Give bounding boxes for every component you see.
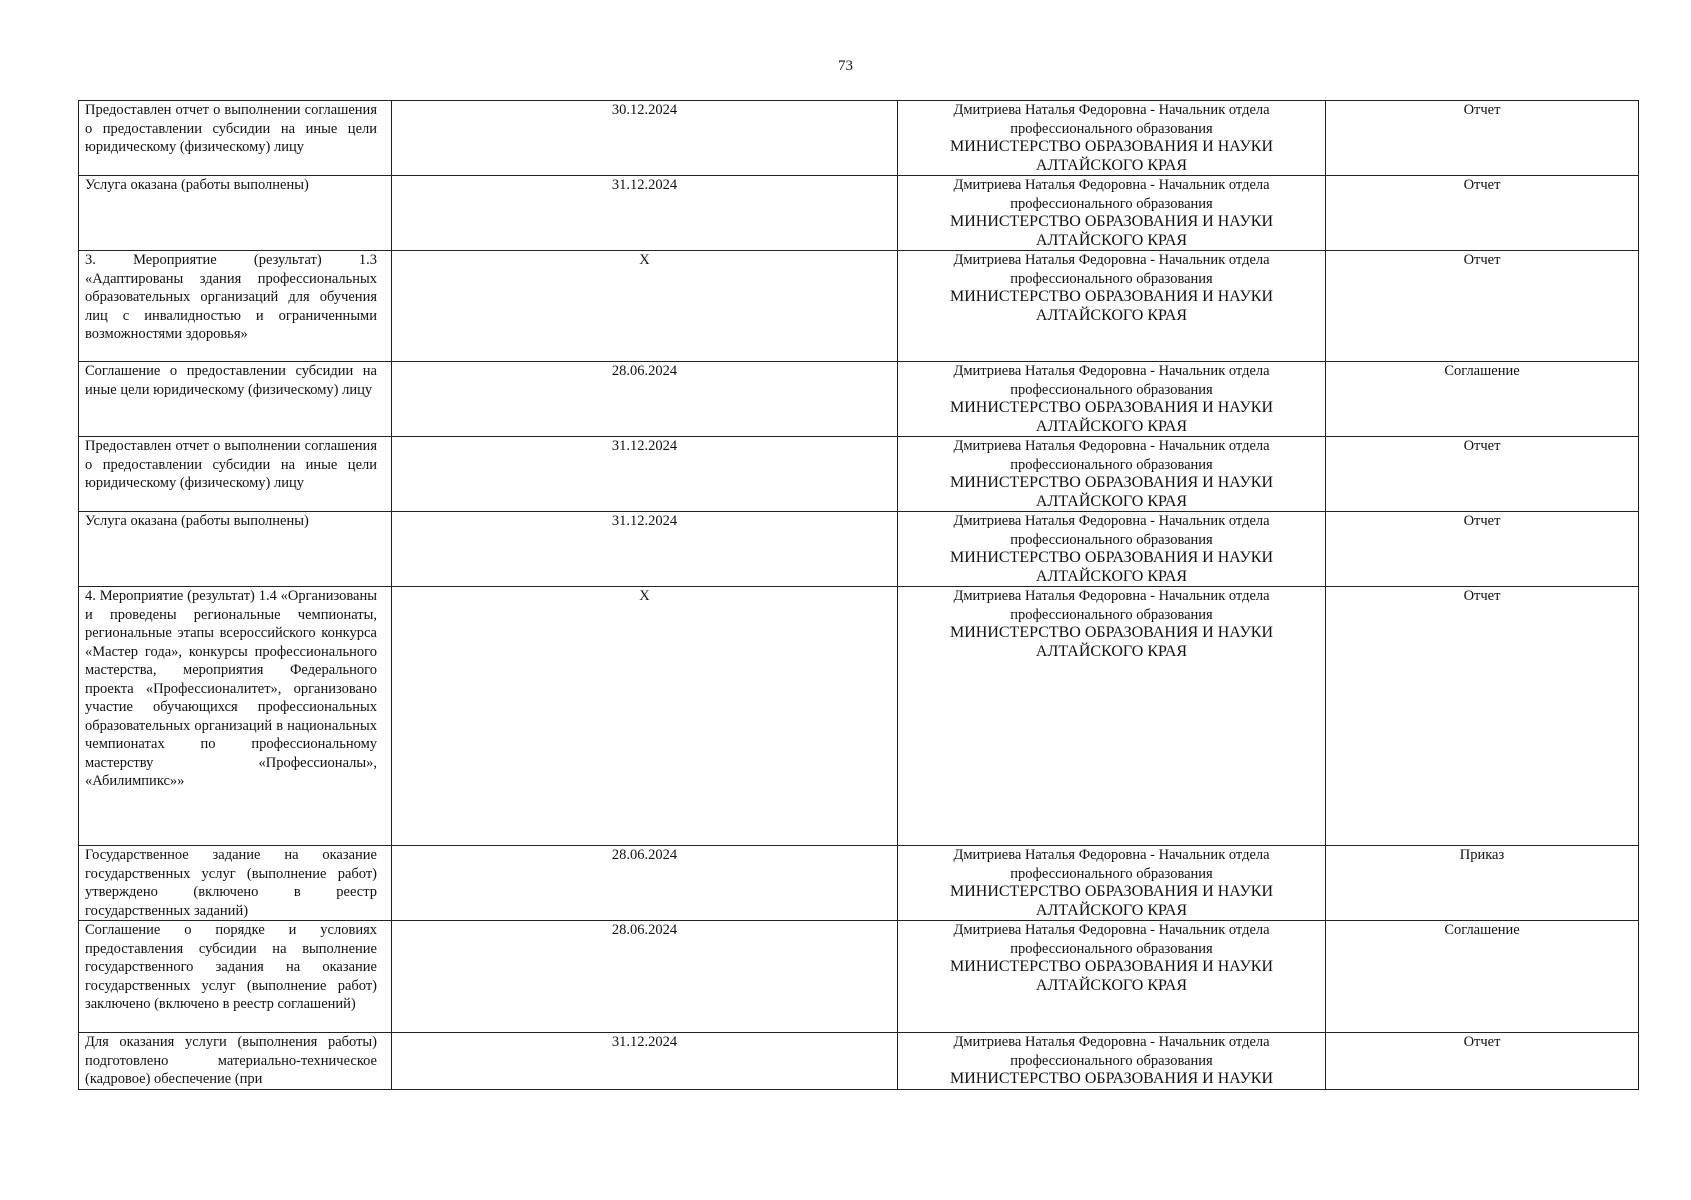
responsible-person xyxy=(898,512,1326,587)
table-row xyxy=(79,362,1639,437)
responsible-organization: МИНИСТЕРСТВО ОБРАЗОВАНИЯ И НАУКИ АЛТАЙСКОГО КРАЯ xyxy=(949,958,1273,994)
responsible-organization: МИНИСТЕРСТВО ОБРАЗОВАНИЯ И НАУКИ АЛТАЙСКОГО КРАЯ xyxy=(949,138,1273,174)
table-row xyxy=(79,176,1639,251)
due-date: X xyxy=(392,251,898,362)
activity-description: Услуга оказана (работы выполнены) xyxy=(79,512,392,587)
table-row xyxy=(79,251,1639,362)
responsible-name: Дмитриева Наталья Федоровна - Начальник отдела xyxy=(953,363,1270,379)
responsible-organization: МИНИСТЕРСТВО ОБРАЗОВАНИЯ И НАУКИ АЛТАЙСКОГО КРАЯ xyxy=(949,624,1273,660)
responsible-department: профессионального образования xyxy=(1010,195,1213,212)
responsible-person xyxy=(898,251,1326,362)
document-type: Приказ xyxy=(1326,846,1639,921)
responsible-department: профессионального образования xyxy=(1010,865,1213,882)
responsible-name: Дмитриева Наталья Федоровна - Начальник отдела xyxy=(953,252,1270,268)
due-date: 31.12.2024 xyxy=(392,437,898,512)
table-row xyxy=(79,921,1639,1033)
table-row xyxy=(79,1033,1639,1090)
responsible-name: Дмитриева Наталья Федоровна - Начальник отдела xyxy=(953,847,1270,863)
responsible-department: профессионального образования xyxy=(1010,940,1213,957)
activity-description: Государственное задание на оказание государственных услуг (выполнение работ) утверждено (включено в реестр государственных заданий) xyxy=(79,846,392,921)
due-date: X xyxy=(392,587,898,846)
responsible-organization: МИНИСТЕРСТВО ОБРАЗОВАНИЯ И НАУКИ АЛТАЙСКОГО КРАЯ xyxy=(949,399,1273,435)
activity-description: Соглашение о порядке и условиях предоставления субсидии на выполнение государственного задания на оказание государственных услуг (выполнение работ) заключено (включено в реестр соглашений) xyxy=(79,921,392,1033)
document-type: Соглашение xyxy=(1326,921,1639,1033)
table-row xyxy=(79,846,1639,921)
responsible-person xyxy=(898,101,1326,176)
activity-description: Для оказания услуги (выполнения работы) подготовлено материально-техническое (кадровое) обеспечение (при xyxy=(79,1033,392,1090)
responsible-person xyxy=(898,176,1326,251)
responsible-department: профессионального образования xyxy=(1010,1052,1213,1069)
activities-table xyxy=(78,100,1639,1090)
table-row xyxy=(79,437,1639,512)
responsible-organization: МИНИСТЕРСТВО ОБРАЗОВАНИЯ И НАУКИ АЛТАЙСКОГО КРАЯ xyxy=(949,288,1273,324)
responsible-organization: МИНИСТЕРСТВО ОБРАЗОВАНИЯ И НАУКИ АЛТАЙСКОГО КРАЯ xyxy=(949,883,1273,919)
responsible-name: Дмитриева Наталья Федоровна - Начальник отдела xyxy=(953,102,1270,118)
document-type: Соглашение xyxy=(1326,362,1639,437)
table-row xyxy=(79,101,1639,176)
document-type: Отчет xyxy=(1326,587,1639,846)
responsible-person xyxy=(898,1033,1326,1090)
responsible-department: профессионального образования xyxy=(1010,120,1213,137)
document-type: Отчет xyxy=(1326,1033,1639,1090)
due-date: 31.12.2024 xyxy=(392,1033,898,1090)
responsible-person xyxy=(898,846,1326,921)
document-type: Отчет xyxy=(1326,512,1639,587)
responsible-department: профессионального образования xyxy=(1010,381,1213,398)
due-date: 31.12.2024 xyxy=(392,176,898,251)
responsible-name: Дмитриева Наталья Федоровна - Начальник отдела xyxy=(953,588,1270,604)
table-row xyxy=(79,512,1639,587)
responsible-person xyxy=(898,437,1326,512)
responsible-person xyxy=(898,362,1326,437)
responsible-person xyxy=(898,921,1326,1033)
document-type: Отчет xyxy=(1326,251,1639,362)
activity-description: 4. Мероприятие (результат) 1.4 «Организованы и проведены региональные чемпионаты, региональные этапы всероссийского конкурса «Мастер года», конкурсы профессионального мастерства, мероприятия Федерального проекта «Профессионалитет», организовано участие обучающихся профессиональных образовательных организаций в национальных чемпионатах по профессиональному мастерству «Профессионалы», «Абилимпикс»» xyxy=(79,587,392,846)
responsible-person xyxy=(898,587,1326,846)
responsible-department: профессионального образования xyxy=(1010,456,1213,473)
document-type: Отчет xyxy=(1326,437,1639,512)
due-date: 31.12.2024 xyxy=(392,512,898,587)
responsible-name: Дмитриева Наталья Федоровна - Начальник отдела xyxy=(953,177,1270,193)
responsible-name: Дмитриева Наталья Федоровна - Начальник отдела xyxy=(953,922,1270,938)
activity-description: Соглашение о предоставлении субсидии на иные цели юридическому (физическому) лицу xyxy=(79,362,392,437)
document-type: Отчет xyxy=(1326,101,1639,176)
responsible-department: профессионального образования xyxy=(1010,270,1213,287)
page-number: 73 xyxy=(838,58,853,74)
responsible-department: профессионального образования xyxy=(1010,531,1213,548)
activity-description: Предоставлен отчет о выполнении соглашения о предоставлении субсидии на иные цели юридическому (физическому) лицу xyxy=(79,101,392,176)
activity-description: Предоставлен отчет о выполнении соглашения о предоставлении субсидии на иные цели юридическому (физическому) лицу xyxy=(79,437,392,512)
responsible-name: Дмитриева Наталья Федоровна - Начальник отдела xyxy=(953,513,1270,529)
responsible-organization: МИНИСТЕРСТВО ОБРАЗОВАНИЯ И НАУКИ АЛТАЙСКОГО КРАЯ xyxy=(949,213,1273,249)
activity-description: 3. Мероприятие (результат) 1.3 «Адаптированы здания профессиональных образовательных организаций для обучения лиц с инвалидностью и ограниченными возможностями здоровья» xyxy=(79,251,392,362)
table-row xyxy=(79,587,1639,846)
due-date: 28.06.2024 xyxy=(392,846,898,921)
due-date: 28.06.2024 xyxy=(392,362,898,437)
activity-description: Услуга оказана (работы выполнены) xyxy=(79,176,392,251)
responsible-organization: МИНИСТЕРСТВО ОБРАЗОВАНИЯ И НАУКИ АЛТАЙСКОГО КРАЯ xyxy=(949,549,1273,585)
responsible-name: Дмитриева Наталья Федоровна - Начальник отдела xyxy=(953,1034,1270,1050)
responsible-department: профессионального образования xyxy=(1010,606,1213,623)
responsible-organization: МИНИСТЕРСТВО ОБРАЗОВАНИЯ И НАУКИ xyxy=(949,1070,1273,1087)
due-date: 28.06.2024 xyxy=(392,921,898,1033)
document-type: Отчет xyxy=(1326,176,1639,251)
due-date: 30.12.2024 xyxy=(392,101,898,176)
responsible-organization: МИНИСТЕРСТВО ОБРАЗОВАНИЯ И НАУКИ АЛТАЙСКОГО КРАЯ xyxy=(949,474,1273,510)
responsible-name: Дмитриева Наталья Федоровна - Начальник отдела xyxy=(953,438,1270,454)
